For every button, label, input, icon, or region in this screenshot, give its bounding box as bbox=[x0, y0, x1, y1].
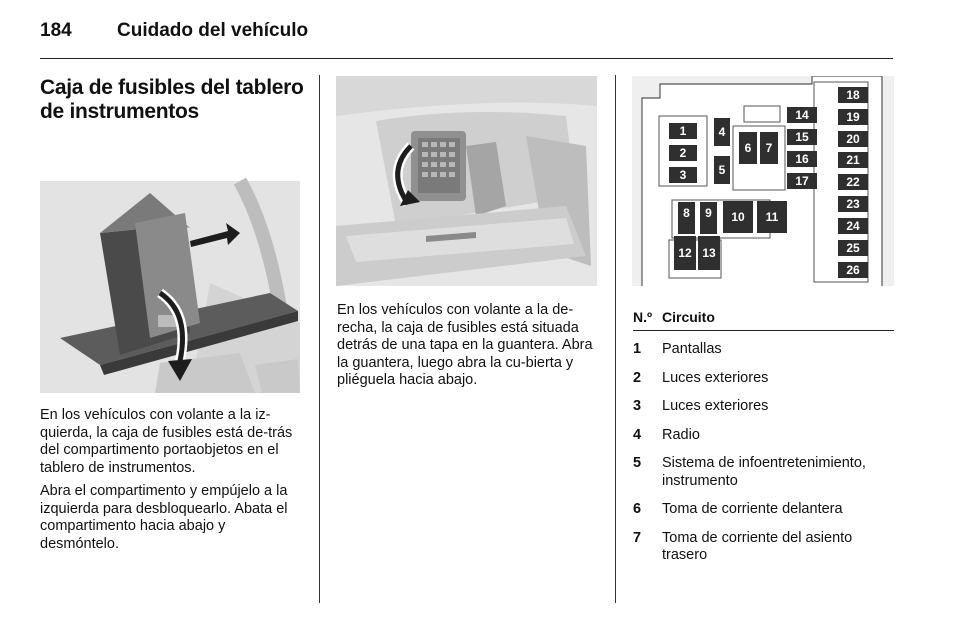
header-rule bbox=[40, 58, 893, 59]
row-circuit: Sistema de infoentretenimiento, instrumento bbox=[662, 455, 866, 489]
column-divider-right bbox=[615, 75, 616, 603]
fuse-slot-15: 15 bbox=[787, 129, 817, 145]
fuse-slot-23: 23 bbox=[838, 196, 868, 212]
figure-glovebox-lhd bbox=[40, 133, 300, 393]
column-header-circuit: Circuito bbox=[662, 309, 715, 325]
figure-glovebox-rhd bbox=[336, 76, 597, 286]
row-number: 7 bbox=[633, 529, 642, 546]
fuse-slot-3: 3 bbox=[669, 167, 697, 183]
paragraph: En los vehículos con volante a la de-recha, la caja de fusibles está situada detrás de una tapa en la guantera. Abra la guantera, luego abra la cu-bierta y pliéguela hacia abajo. bbox=[337, 302, 593, 388]
fuse-slot-26: 26 bbox=[838, 262, 868, 278]
fuse-slot-12: 12 bbox=[674, 236, 696, 270]
fuse-slot-13: 13 bbox=[698, 236, 720, 270]
fuse-slot-1: 1 bbox=[669, 123, 697, 139]
fuse-slot-9: 9 bbox=[700, 202, 717, 234]
fuse-slot-19: 19 bbox=[838, 109, 868, 125]
paragraph: Abra el compartimento y empújelo a la izquierda para desbloquearlo. Abata el compartimento hacia abajo y desmóntelo. bbox=[40, 483, 288, 552]
fuse-slot-22: 22 bbox=[838, 174, 868, 190]
row-number: 1 bbox=[633, 341, 642, 357]
fuse-slot-8: 8 bbox=[678, 202, 695, 234]
paragraph: En los vehículos con volante a la iz-quierda, la caja de fusibles está de-trás del compartimento portaobjetos en el tablero de instrumentos. bbox=[40, 407, 293, 476]
row-circuit: Luces exteriores bbox=[662, 369, 769, 386]
row-number: 3 bbox=[633, 398, 642, 414]
fuse-slot-16: 16 bbox=[787, 151, 817, 167]
row-number: 4 bbox=[633, 426, 642, 443]
row-number: 2 bbox=[633, 369, 642, 386]
page-header bbox=[40, 20, 893, 60]
row-circuit: Toma de corriente delantera bbox=[662, 501, 843, 517]
row-number: 5 bbox=[633, 455, 642, 471]
fuse-slot-2: 2 bbox=[669, 145, 697, 161]
fuse-slot-21: 21 bbox=[838, 152, 868, 168]
table-header bbox=[633, 306, 894, 331]
row-circuit: Toma de corriente del asiento trasero bbox=[662, 529, 853, 563]
page-number: 184 bbox=[40, 20, 72, 41]
fuse-slot-11: 11 bbox=[757, 201, 787, 233]
fuse-slot-25: 25 bbox=[838, 240, 868, 256]
middle-text-block bbox=[337, 302, 603, 396]
fuse-slot-14: 14 bbox=[787, 107, 817, 123]
fuse-slot-24: 24 bbox=[838, 218, 868, 234]
fuse-box-diagram bbox=[632, 76, 894, 286]
row-circuit: Pantallas bbox=[662, 341, 722, 357]
row-circuit: Radio bbox=[662, 426, 700, 443]
row-number: 6 bbox=[633, 501, 642, 517]
fuse-slot-7: 7 bbox=[760, 132, 778, 164]
table-row bbox=[633, 530, 894, 565]
left-text-block bbox=[40, 407, 302, 559]
fuse-slot-10: 10 bbox=[723, 201, 753, 233]
running-title: Cuidado del vehículo bbox=[117, 20, 309, 41]
row-circuit: Luces exteriores bbox=[662, 398, 769, 414]
fuse-slot-17: 17 bbox=[787, 173, 817, 189]
circuit-table bbox=[633, 306, 894, 565]
table-row bbox=[633, 398, 894, 416]
fuse-slot-6: 6 bbox=[739, 132, 757, 164]
table-row bbox=[633, 455, 894, 490]
section-title: Caja de fusibles del tablero de instrumentos bbox=[40, 76, 304, 123]
column-header-number: N.º bbox=[633, 309, 653, 325]
table-row bbox=[633, 501, 894, 519]
table-row bbox=[633, 341, 894, 359]
table-row bbox=[633, 370, 894, 388]
fuse-slot-5: 5 bbox=[714, 156, 730, 184]
fuse-slot-4: 4 bbox=[714, 118, 730, 146]
column-divider-left bbox=[319, 75, 320, 603]
fuse-slot-18: 18 bbox=[838, 87, 868, 103]
table-row bbox=[633, 427, 894, 445]
fuse-slot-20: 20 bbox=[838, 131, 868, 147]
